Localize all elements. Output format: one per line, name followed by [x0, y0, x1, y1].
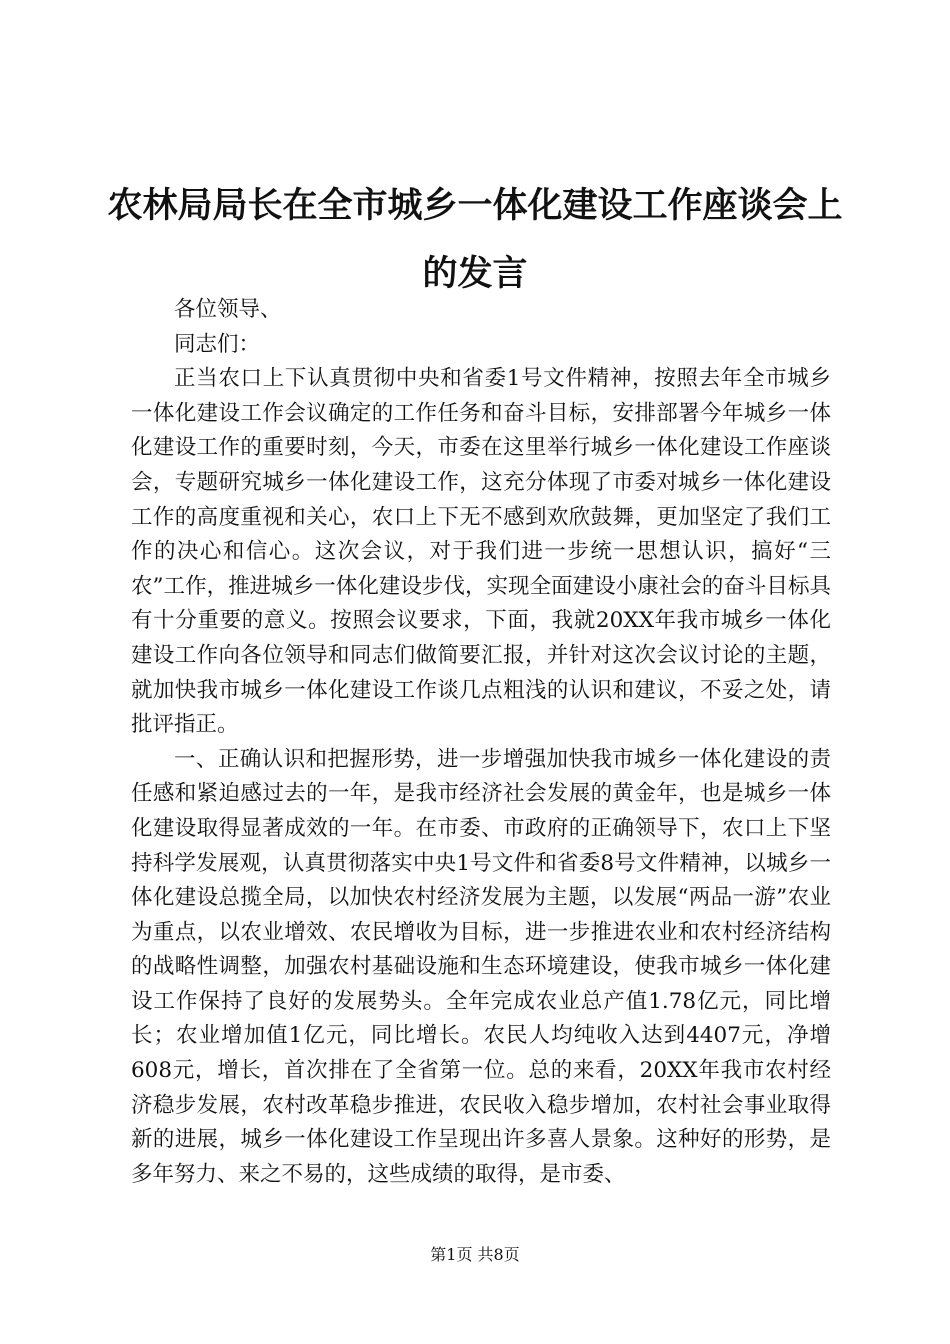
body-paragraph: 正当农口上下认真贯彻中央和省委1号文件精神，按照去年全市城乡一体化建设工作会议确定的工作任务和奋斗目标，安排部署今年城乡一体化建设工作的重要时刻，今天，市委在这里举行城乡一体化建设工作座谈会，专题研究城乡一体化建设工作，这充分体现了市委对城乡一体化建设工作的高度重视和关心，农口上下无不感到欢欣鼓舞，更加坚定了我们工作的决心和信心。这次会议，对于我们进一步统一思想认识，搞好“三农”工作，推进城乡一体化建设步伐，实现全面建设小康社会的奋斗目标具有十分重要的意义。按照会议要求，下面，我就20XX年我市城乡一体化建设工作向各位领导和同志们做简要汇报，并针对这次会议讨论的主题，就加快我市城乡一体化建设工作谈几点粗浅的认识和建议，不妥之处，请批评指正。 [131, 366, 831, 738]
body-paragraph: 一、正确认识和把握形势，进一步增强加快我市城乡一体化建设的责任感和紧迫感过去的一年，是我市经济社会发展的黄金年，也是城乡一体化建设取得显著成效的一年。在市委、市政府的正确领导下，农口上下坚持科学发展观，认真贯彻落实中央1号文件和省委8号文件精神，以城乡一体化建设总揽全局，以加快农村经济发展为主题，以发展“两品一游”农业为重点，以农业增效、农民增收为目标，进一步推进农业和农村经济结构的战略性调整，加强农村基础设施和生态环境建设，使我市城乡一体化建设工作保持了良好的发展势头。全年完成农业总产值1.78亿元，同比增长；农业增加值1亿元，同比增长。农民人均纯收入达到4407元，净增608元，增长，首次排在了全省第一位。总的来看，20XX年我市农村经济稳步发展，农村改革稳步推进，农民收入稳步增加，农村社会事业取得新的进展，城乡一体化建设工作呈现出许多喜人景象。这种好的形势，是多年努力、来之不易的，这些成绩的取得，是市委、 [131, 746, 831, 1187]
salutation-line: 同志们： [174, 331, 261, 357]
salutation-line: 各位领导、 [174, 297, 282, 322]
document-title: 农林局局长在全市城乡一体化建设工作座谈会上的发言 [107, 185, 843, 294]
page-footer: 第1页 共8页 [430, 1245, 520, 1264]
document-body [131, 293, 831, 1192]
